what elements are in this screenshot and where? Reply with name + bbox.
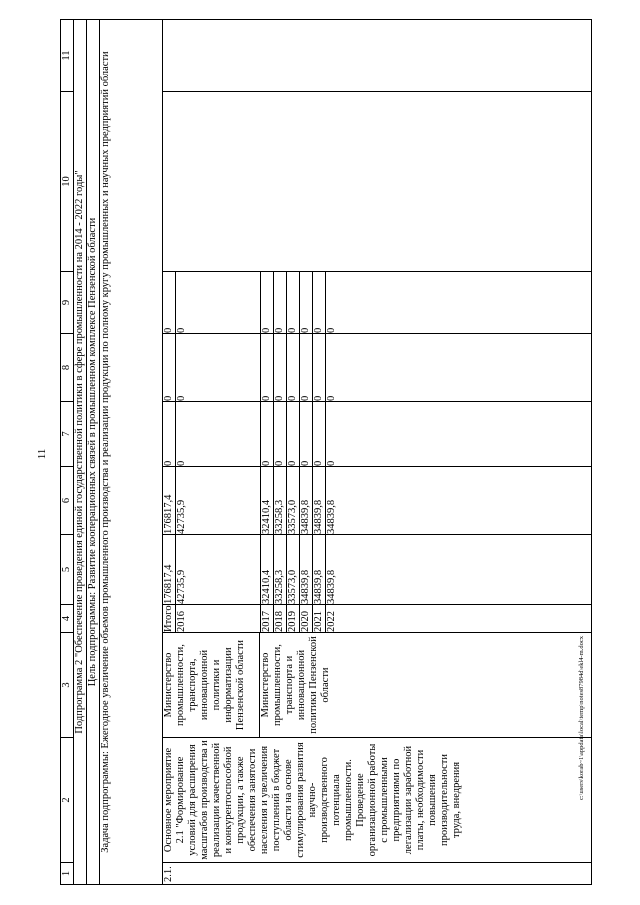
document-path-footer: c:\users\korab~1\appdata\local\temp\notes87984d\ekl4-m.docx [578,636,585,800]
year-2016: 2016 [176,611,187,632]
row-number: 2.1. [163,863,592,885]
col6-2019: 33573,0 [287,467,300,534]
col6-2018: 33258,3 [274,467,287,534]
col9-2022: 0 [326,327,337,333]
col8-2022: 0 [326,395,337,401]
col10-cell [163,92,592,272]
col6-total: 176817,4 [163,467,176,534]
activity-description: Основное мероприятие 2.1 "Формирование условий для расширения масштабов производства и реализации качественной и конкурентоспособной продукции, а также обеспечения занятости населения и увеличения поступлений в бюджет области на основе стимулирования развития научно-производственного потенциала промышленности. Проведение организационной работы с промышленными предприятиями по легализации заработной платы, необходимости повышения производительности труда, внедрения [163,738,592,863]
col7-2017: 0 [260,402,274,466]
col8-2017: 0 [260,334,274,401]
subprogram-goal-row [87,20,100,885]
program-table [60,19,592,885]
year-2022: 2022 [326,611,337,632]
col-header-1: 1 [61,863,74,885]
col9-2016: 0 [176,327,187,333]
subprogram-goal: Цель подпрограммы: Развитие кооперационных связей в промышленном комплексе Пензенской области [87,20,100,885]
years-cell [163,605,592,633]
col5-2019: 33573,0 [287,535,300,604]
col7-2019: 0 [287,402,300,466]
col9-cell [163,272,592,334]
col8-2018: 0 [274,334,287,401]
col6-cell [163,467,592,535]
col6-2021: 34839,8 [313,467,326,534]
col9-2021: 0 [313,272,326,333]
col8-total: 0 [163,334,176,401]
column-number-row [61,20,74,885]
executor-2: Министерство промышленности, транспорта и инновационной политики Пензенской области [260,636,331,734]
col8-2019: 0 [287,334,300,401]
col7-2018: 0 [274,402,287,466]
col7-2022: 0 [326,460,337,466]
col5-2016: 42735,9 [176,569,187,604]
col-header-4: 4 [61,605,74,633]
col5-2018: 33258,3 [274,535,287,604]
col9-2018: 0 [274,272,287,333]
col-header-10: 10 [61,92,74,272]
col9-total: 0 [163,272,176,333]
year-2019: 2019 [287,605,300,632]
executor-1: Министерство промышленности, транспорта, инновационной политики и информатизации Пензенской области [163,633,260,737]
col6-2022: 34839,8 [326,499,337,534]
col7-2020: 0 [300,402,313,466]
col5-2017: 32410,4 [260,535,274,604]
col6-2016: 42735,9 [176,499,187,534]
subprogram-task: Задача подпрограммы: Ежегодное увеличение объемов промышленного производства и реализации продукции по полному кругу промышленных и научных предприятий области [100,20,163,885]
col8-2016: 0 [176,395,187,401]
col9-2020: 0 [300,272,313,333]
col7-2016: 0 [176,460,187,466]
col-header-9: 9 [61,272,74,334]
col5-2022: 34839,8 [326,569,337,604]
col-header-5: 5 [61,535,74,605]
col6-2017: 32410,4 [260,467,274,534]
col-header-2: 2 [61,738,74,863]
subprogram-title-row [74,20,87,885]
year-2017: 2017 [260,605,274,632]
year-total: Итого [163,605,174,632]
col-header-3: 3 [61,633,74,738]
col11-cell [163,20,592,92]
col7-cell [163,402,592,467]
col5-2021: 34839,8 [313,535,326,604]
page-number: 11 [36,448,48,460]
col6-2020: 34839,8 [300,467,313,534]
col7-2021: 0 [313,402,326,466]
activity-row [163,20,592,885]
subprogram-title: Подпрограмма 2 "Обеспечение проведения единой государственной политики в сфере промышленности на 2014 - 2022 годы" [74,20,87,885]
col5-total: 176817,4 [163,535,176,604]
col9-2019: 0 [287,272,300,333]
col8-cell [163,334,592,402]
col8-2020: 0 [300,334,313,401]
subprogram-task-row [100,20,163,885]
col-header-8: 8 [61,334,74,402]
col5-cell [163,535,592,605]
rotated-table-sheet [60,20,600,885]
col-header-7: 7 [61,402,74,467]
year-2021: 2021 [313,605,326,632]
col8-2021: 0 [313,334,326,401]
col9-2017: 0 [260,272,274,333]
year-2018: 2018 [274,605,287,632]
year-2020: 2020 [300,605,313,632]
col5-2020: 34839,8 [300,535,313,604]
col-header-6: 6 [61,467,74,535]
col-header-11: 11 [61,20,74,92]
col7-total: 0 [163,402,176,466]
